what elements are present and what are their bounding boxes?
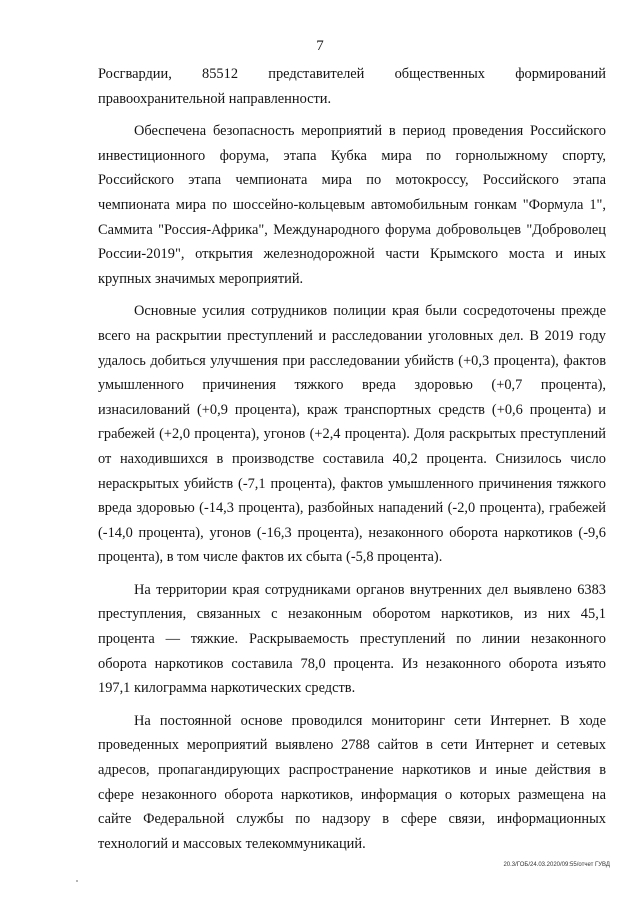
paragraph-narcotics: На территории края сотрудниками органов внутренних дел выявлено 6383 преступления, связанных с незаконным оборотом наркотиков, из них 45,1 процента — тяжкие. Раскрываемость преступлений по линии незаконного оборота наркотиков составила 78,0 процента. Из незаконного оборота изъято 197,1 килограмма наркотических средств. (98, 581, 606, 697)
paragraph-internet-monitoring: На постоянной основе проводился мониторинг сети Интернет. В ходе проведенных мероприятий выявлено 2788 сайтов в сети Интернет и сетевых адресов, пропагандирующих распространение наркотиков и иные действия в сфере незаконного оборота наркотиков, информация о которых размещена на сайте Федеральной службы по надзору в сфере связи, информационных технологий и массовых телекоммуникаций. (98, 712, 606, 852)
paragraph-events-security: Обеспечена безопасность мероприятий в период проведения Российского инвестиционного форума, этапа Кубка мира по горнолыжному спорту, Российского этапа чемпионата мира по мотокроссу, Российского этапа чемпионата мира по шоссейно-кольцевым автомобильным гонкам "Формула 1", Саммита "Россия-Африка", Международного форума добровольцев "Доброволец России-2019", открытия железнодорожной части Крымского моста и иных крупных значимых мероприятий. (98, 123, 606, 287)
body-text (98, 62, 606, 856)
page-number: 7 (316, 38, 324, 54)
scan-speck (76, 880, 78, 882)
paragraph-continued: Росгвардии, 85512 представителей общественных формирований правоохранительной направленности. (98, 66, 606, 107)
paragraph-crime-investigation: Основные усилия сотрудников полиции края были сосредоточены прежде всего на раскрытии преступлений и расследовании уголовных дел. В 2019 году удалось добиться улучшения при расследовании убийств (+0,3 процента), фактов умышленного причинения тяжкого вреда здоровью (+0,7 процента), изнасилований (+0,9 процента), краж транспортных средств (+0,6 процента) и грабежей (+2,0 процента), угонов (+2,4 процента). Доля раскрытых преступлений от находившихся в производстве составила 40,2 процента. Снизилось число нераскрытых убийств (-7,1 процента), фактов умышленного причинения тяжкого вреда здоровью (-14,3 процента), разбойных нападений (-2,0 процента), грабежей (-14,0 процента), угонов (-16,3 процента), незаконного оборота наркотиков (-9,6 процента), в том числе фактов их сбыта (-5,8 процента). (98, 303, 606, 566)
document-footer-stamp: 20.3/ГОБ/24.03.2020/09:55/отчет ГУВД (503, 862, 610, 868)
